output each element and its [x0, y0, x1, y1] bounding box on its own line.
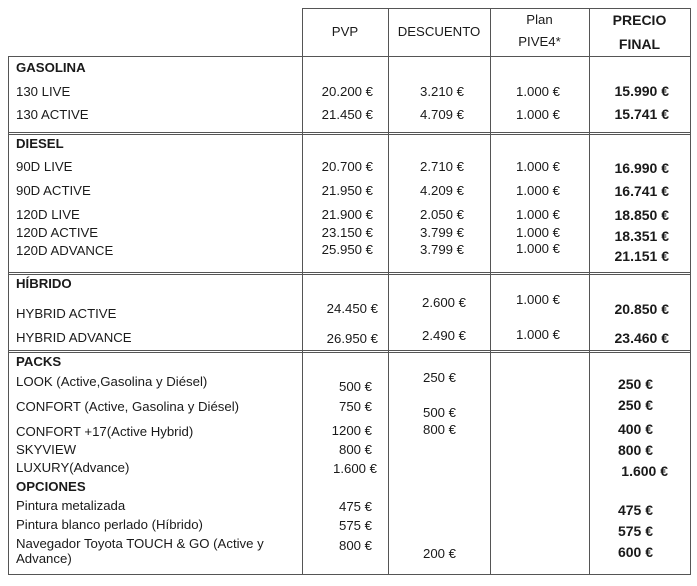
row-name: HYBRID ACTIVE [16, 306, 117, 321]
row-name: 130 ACTIVE [16, 107, 89, 122]
price-table [8, 8, 691, 575]
option-desc: 200 € [422, 546, 456, 561]
row-final: 23.460 € [614, 330, 669, 346]
row-plan: 1.000 € [516, 207, 560, 222]
row-final: 15.990 € [614, 83, 669, 99]
pack-pvp: 800 € [338, 442, 372, 457]
pack-final: 800 € [617, 442, 653, 458]
row-desc: 2.490 € [422, 328, 466, 343]
header-plan: Plan [526, 12, 553, 27]
option-final: 600 € [617, 544, 653, 560]
row-divider [8, 132, 691, 133]
option-name: Pintura metalizada [16, 498, 126, 513]
row-plan: 1.000 € [516, 292, 560, 307]
row-name: 120D LIVE [16, 207, 80, 222]
section-packs: PACKS [16, 354, 62, 369]
row-name: HYBRID ADVANCE [16, 330, 132, 345]
row-pvp: 24.450 € [326, 301, 378, 316]
row-pvp: 21.950 € [321, 183, 373, 198]
header-pvp: PVP [331, 24, 359, 39]
row-divider [8, 56, 691, 57]
row-final: 16.741 € [614, 183, 669, 199]
row-desc: 4.209 € [420, 183, 464, 198]
row-plan: 1.000 € [516, 84, 560, 99]
pack-final: 400 € [617, 421, 653, 437]
header-precio: PRECIO [612, 12, 667, 28]
row-plan: 1.000 € [516, 183, 560, 198]
row-divider [8, 274, 691, 275]
pack-pvp: 750 € [338, 399, 372, 414]
row-plan: 1.000 € [516, 159, 560, 174]
row-name: 120D ADVANCE [16, 243, 114, 258]
pack-desc: 800 € [422, 422, 456, 437]
row-pvp: 20.200 € [321, 84, 373, 99]
pack-final: 250 € [617, 376, 653, 392]
row-pvp: 26.950 € [326, 331, 378, 346]
option-pvp: 475 € [338, 499, 372, 514]
row-final: 16.990 € [614, 160, 669, 176]
row-divider [8, 352, 691, 353]
pack-desc: 250 € [422, 370, 456, 385]
pack-name: CONFORT (Active, Gasolina y Diésel) [16, 399, 240, 414]
section-opciones: OPCIONES [16, 479, 86, 494]
header-final: FINAL [618, 36, 661, 52]
pack-name: LOOK (Active,Gasolina y Diésel) [16, 374, 208, 389]
pack-pvp: 1.600 € [333, 461, 377, 476]
row-name: 130 LIVE [16, 84, 71, 99]
row-divider [8, 134, 691, 135]
header-plan-pive: PIVE4* [518, 34, 561, 49]
row-divider [8, 574, 691, 575]
row-desc: 3.210 € [420, 84, 464, 99]
option-pvp: 800 € [338, 538, 372, 553]
row-final: 18.351 € [614, 228, 669, 244]
row-plan: 1.000 € [516, 107, 560, 122]
row-final: 20.850 € [614, 301, 669, 317]
row-final: 18.850 € [614, 207, 669, 223]
section-diesel: DIESEL [16, 136, 64, 151]
row-plan: 1.000 € [516, 327, 560, 342]
row-final: 21.151 € [614, 248, 669, 264]
pack-final: 1.600 € [621, 463, 668, 479]
pack-pvp: 500 € [338, 379, 372, 394]
row-pvp: 21.450 € [321, 107, 373, 122]
row-divider [8, 272, 691, 273]
option-final: 475 € [617, 502, 653, 518]
row-divider [8, 350, 691, 351]
pack-final: 250 € [617, 397, 653, 413]
row-pvp: 20.700 € [321, 159, 373, 174]
option-final: 575 € [617, 523, 653, 539]
pack-name: SKYVIEW [16, 442, 77, 457]
row-name: 120D ACTIVE [16, 225, 99, 240]
row-desc: 3.799 € [420, 242, 464, 257]
row-desc: 3.799 € [420, 225, 464, 240]
col-divider [690, 8, 691, 575]
row-final: 15.741 € [614, 106, 669, 122]
row-desc: 4.709 € [420, 107, 464, 122]
row-desc: 2.600 € [422, 295, 466, 310]
row-pvp: 25.950 € [321, 242, 373, 257]
pack-name: LUXURY(Advance) [16, 460, 130, 475]
row-name: 90D LIVE [16, 159, 73, 174]
row-pvp: 21.900 € [321, 207, 373, 222]
pack-pvp: 1200 € [331, 423, 372, 438]
row-desc: 2.050 € [420, 207, 464, 222]
row-pvp: 23.150 € [321, 225, 373, 240]
option-pvp: 575 € [338, 518, 372, 533]
pack-desc: 500 € [422, 405, 456, 420]
row-plan: 1.000 € [516, 225, 560, 240]
row-plan: 1.000 € [516, 241, 560, 256]
option-name: Pintura blanco perlado (Híbrido) [16, 517, 203, 532]
section-gasolina: GASOLINA [16, 60, 86, 75]
section-hibrido: HÍBRIDO [16, 276, 72, 291]
header-descuento: DESCUENTO [397, 24, 481, 39]
row-desc: 2.710 € [420, 159, 464, 174]
row-name: 90D ACTIVE [16, 183, 91, 198]
pack-name: CONFORT +17(Active Hybrid) [16, 424, 194, 439]
option-name: Navegador Toyota TOUCH & GO (Active y Advance) [16, 536, 264, 566]
